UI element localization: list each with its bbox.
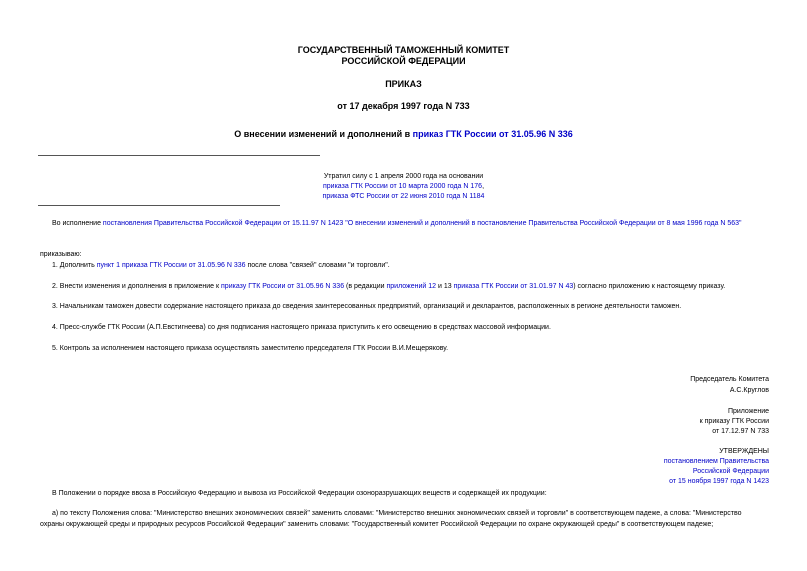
item-4: 4. Пресс-службе ГТК России (А.П.Евстигнеева) со дня подписания настоящего приказа приступить к его освещению в средствах массовой информации.: [52, 324, 551, 331]
title-prefix: О внесении изменений и дополнений в: [234, 129, 413, 139]
body-item-a-line-1: а) по тексту Положения слова: "Министерство внешних экономических связей" заменить словами: "Министерство внешних экономических связей и торговли" в соответствующем падеже, а слова: "Министерство: [52, 510, 742, 517]
order-word: приказываю:: [40, 251, 82, 258]
status-line-1: Утратил силу с 1 апреля 2000 года на основании: [323, 173, 484, 180]
title-link[interactable]: приказ ГТК России от 31.05.96 N 336: [412, 129, 573, 139]
header-line-2: РОССИЙСКОЙ ФЕДЕРАЦИИ: [341, 56, 466, 66]
preamble-prefix: Во исполнение: [52, 220, 103, 227]
signature-name: А.С.Круглов: [729, 387, 769, 394]
status-link-1[interactable]: приказа ГТК России от 10 марта 2000 года N 176: [322, 183, 483, 190]
item-3: 3. Начальникам таможен довести содержание настоящего приказа до сведения заинтересованных предприятий, организаций и декларантов, расположенных в регионе деятельности таможен.: [52, 303, 682, 310]
item-1: [52, 260, 390, 271]
body-item-a-line-2: охраны окружающей среды и природных ресурсов Российской Федерации" заменить словами: "Государственный комитет Российской Федерации по охране окружающей среды" в соответствующем падеже;: [40, 521, 714, 528]
item-1-suffix: после слова "связей" словами "и торговли".: [245, 262, 390, 269]
preamble-link[interactable]: постановления Правительства Российской Федерации от 15.11.97 N 1423 "О внесении изменений и дополнений в постановление Правительства Российской Федерации от 8 мая 1996 года N 563": [102, 220, 742, 227]
appendix-line-2: к приказу ГТК России: [699, 418, 769, 425]
doc-date-number: от 17 декабря 1997 года N 733: [337, 101, 470, 111]
doc-type: ПРИКАЗ: [385, 79, 422, 89]
separator-bottom: [38, 205, 280, 206]
item-2-link-3[interactable]: приказа ГТК России от 31.01.97 N 43: [453, 283, 574, 290]
separator-top: [38, 155, 320, 156]
appendix-line-3: от 17.12.97 N 733: [712, 428, 769, 435]
approved-line-3: [669, 476, 769, 487]
item-1-prefix: 1. Дополнить: [52, 262, 97, 269]
status-link-2[interactable]: приказа ФТС России от 22 июня 2010 года N 1184: [322, 193, 485, 200]
item-2-mid-2: и 13: [436, 283, 454, 290]
header-line-1: ГОСУДАРСТВЕННЫЙ ТАМОЖЕННЫЙ КОМИТЕТ: [297, 45, 510, 55]
body-intro: В Положении о порядке ввоза в Российскую Федерацию и вывоза из Российской Федерации озоноразрушающих веществ и содержащей их продукции:: [52, 490, 547, 497]
item-5: 5. Контроль за исполнением настоящего приказа осуществлять заместителю председателя ГТК России В.И.Мещерякову.: [52, 345, 449, 352]
preamble: [52, 218, 742, 229]
appendix-label: Приложение: [727, 408, 769, 415]
signature-position: Председатель Комитета: [690, 376, 769, 383]
approved-label: УТВЕРЖДЕНЫ: [719, 448, 769, 455]
item-2-mid-1: (в редакции: [344, 283, 387, 290]
item-2: [52, 281, 725, 292]
page-title: [0, 129, 807, 139]
status-comma: ,: [482, 183, 485, 190]
approved-link-3[interactable]: от 15 ноября 1997 года N 1423: [669, 478, 769, 485]
item-2-link-1[interactable]: приказу ГТК России от 31.05.96 N 336: [221, 283, 345, 290]
status-line-3: [0, 191, 807, 202]
approved-link-1[interactable]: постановлением Правительства: [663, 458, 769, 465]
item-2-prefix: 2. Внести изменения и дополнения в приложение к: [52, 283, 222, 290]
item-2-link-2[interactable]: приложений 12: [386, 283, 437, 290]
approved-link-2[interactable]: Российской Федерации: [692, 468, 769, 475]
item-1-link[interactable]: пункт 1 приказа ГТК России от 31.05.96 N 336: [96, 262, 246, 269]
item-2-suffix: ) согласно приложению к настоящему приказу.: [573, 283, 726, 290]
